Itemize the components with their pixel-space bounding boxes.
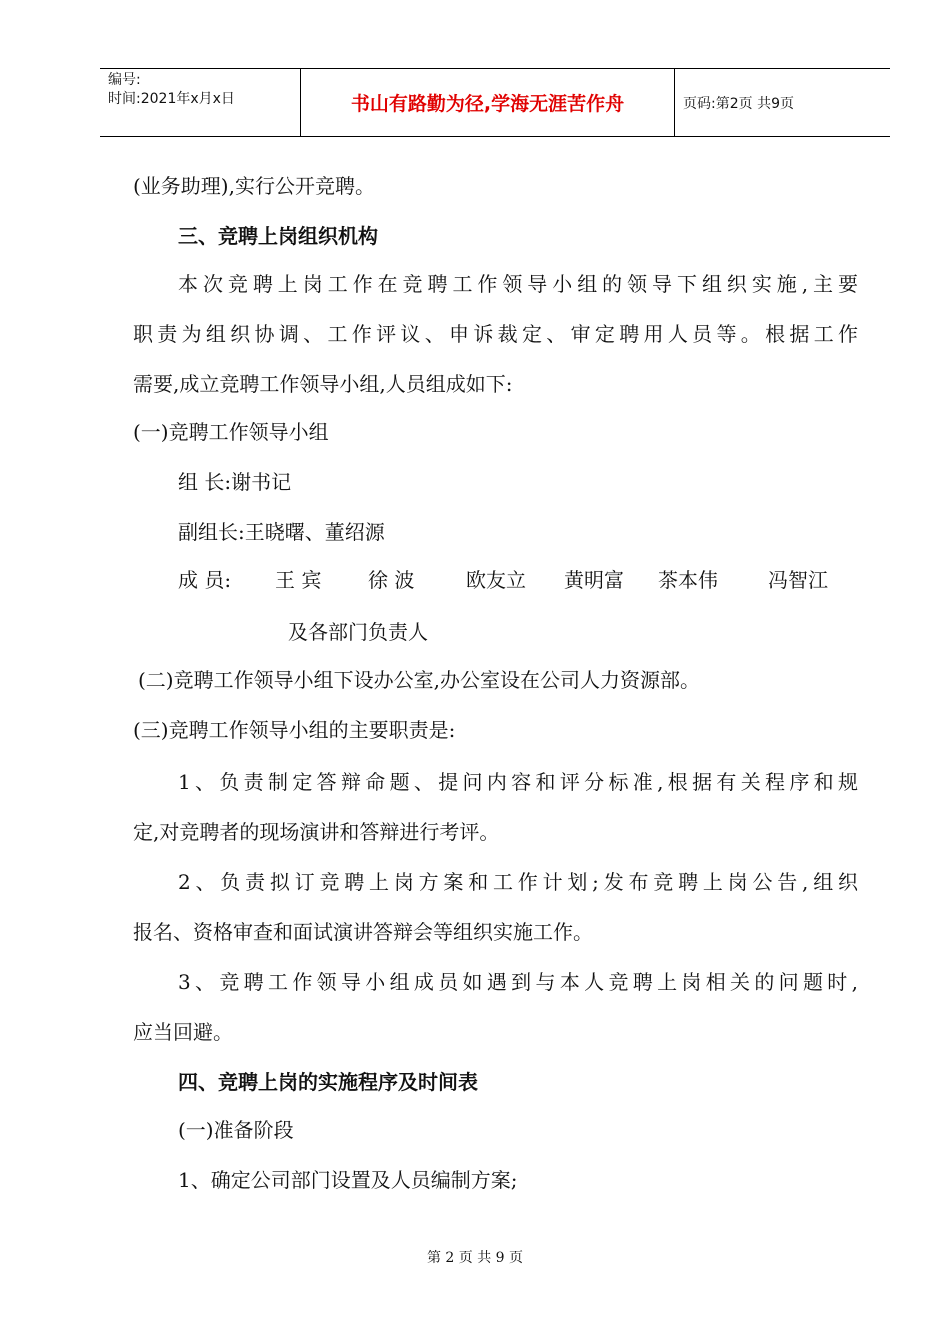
paragraph-line: 需要,成立竞聘工作领导小组,人员组成如下:: [133, 372, 513, 396]
list-item-line: 2、负责拟订竞聘上岗方案和工作计划;发布竞聘上岗公告,组织: [178, 870, 858, 894]
member-name: 欧友立: [466, 568, 526, 592]
section-heading: 四、竞聘上岗的实施程序及时间表: [178, 1070, 478, 1094]
members-continuation: 及各部门负责人: [288, 620, 428, 644]
member-name: 徐 波: [368, 568, 415, 592]
paragraph-line: 本次竞聘上岗工作在竞聘工作领导小组的领导下组织实施,主要: [178, 272, 858, 296]
member-name: 王 宾: [275, 568, 322, 592]
document-number: 编号:: [108, 72, 141, 88]
header-motto: 书山有路勤为径,学海无涯苦作舟: [301, 69, 675, 136]
group-leader: 组 长:谢书记: [178, 470, 292, 494]
subsection-heading: (二)竞聘工作领导小组下设办公室,办公室设在公司人力资源部。: [138, 668, 700, 692]
document-date: 时间:2021年x月x日: [108, 91, 235, 107]
list-item-line: 1、确定公司部门设置及人员编制方案;: [178, 1168, 518, 1192]
member-name: 冯智江: [768, 568, 828, 592]
list-item-line: 1、负责制定答辩命题、提问内容和评分标准,根据有关程序和规: [178, 770, 858, 794]
list-item-line: 应当回避。: [133, 1020, 233, 1044]
subsection-heading: (一)准备阶段: [178, 1118, 294, 1142]
list-item-line: 定,对竞聘者的现场演讲和答辩进行考评。: [133, 820, 500, 844]
header-meta: [100, 69, 301, 136]
list-item-line: 3、竞聘工作领导小组成员如遇到与本人竞聘上岗相关的问题时,: [178, 970, 858, 994]
subsection-heading: (一)竞聘工作领导小组: [133, 420, 329, 444]
member-name: 茶本伟: [658, 568, 718, 592]
member-name: 黄明富: [564, 568, 624, 592]
header-page-number: 页码:第2页 共9页: [683, 95, 794, 112]
group-members: [178, 566, 838, 596]
list-item-line: 报名、资格审查和面试演讲答辩会等组织实施工作。: [133, 920, 593, 944]
members-label: 成 员:: [178, 568, 232, 592]
subsection-heading: (三)竞聘工作领导小组的主要职责是:: [133, 718, 456, 742]
group-deputy: 副组长:王晓曙、董绍源: [178, 520, 385, 544]
paragraph-line: (业务助理),实行公开竞聘。: [133, 174, 375, 198]
paragraph-line: 职责为组织协调、工作评议、申诉裁定、审定聘用人员等。根据工作: [133, 322, 858, 346]
page-header: [100, 68, 890, 137]
page-footer: 第 2 页 共 9 页: [426, 1250, 524, 1266]
section-heading: 三、竞聘上岗组织机构: [178, 224, 378, 248]
